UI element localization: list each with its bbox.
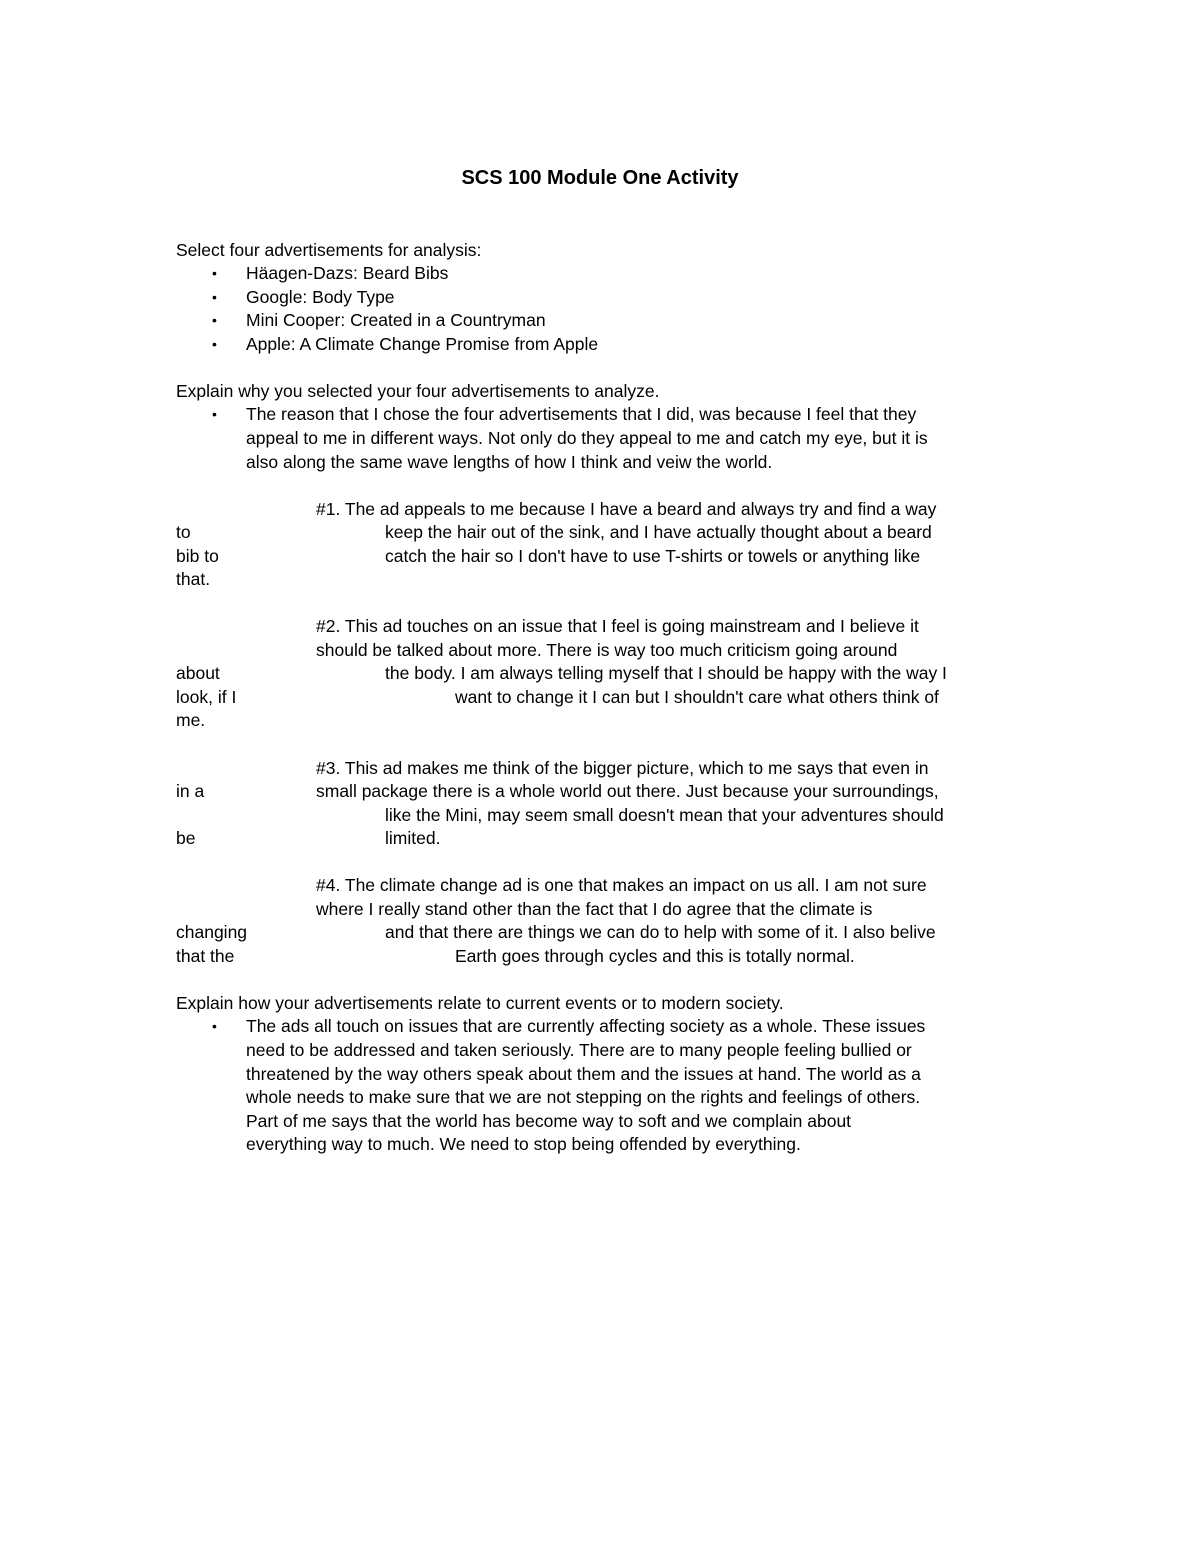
why-prompt: Explain why you selected your four advertisements to analyze. [176, 381, 660, 401]
ad3-label: #3 [316, 758, 336, 778]
relate-prompt: Explain how your advertisements relate to current events or to modern society. [176, 993, 784, 1013]
ad1-margin-word: that. [176, 569, 211, 589]
ad1-line: keep the hair out of the sink, and I have actually thought about a beard [385, 522, 932, 542]
ad2-margin-word: look, if I [176, 687, 237, 707]
ad2-line: want to change it I can but I shouldn't care what others think of [455, 687, 939, 707]
ad4-margin-word: that the [176, 946, 235, 966]
why-answer-line: appeal to me in different ways. Not only do they appeal to me and catch my eye, but it is [246, 428, 928, 448]
ad-list-item: Häagen-Dazs: Beard Bibs [246, 263, 449, 283]
ad-list-item: Google: Body Type [246, 287, 395, 307]
ad2-margin-word: about [176, 663, 220, 683]
ad-list-item: Mini Cooper: Created in a Countryman [246, 310, 546, 330]
bullet-icon: • [212, 312, 217, 328]
why-answer-line: also along the same wave lengths of how I think and veiw the world. [246, 452, 773, 472]
ad1-margin-word: to [176, 522, 191, 542]
ad3-line: small package there is a whole world out there. Just because your surroundings, [316, 781, 939, 801]
bullet-icon: • [212, 265, 217, 281]
relate-answer-line: need to be addressed and taken seriously. There are to many people feeling bullied or [246, 1040, 912, 1060]
ad2-first-line [316, 614, 919, 638]
ad1-margin-word: bib to [176, 546, 219, 566]
select-prompt: Select four advertisements for analysis: [176, 240, 482, 260]
ad3-first-line [316, 756, 929, 780]
ad4-text: . The climate change ad is one that makes an impact on us all. I am not sure [335, 875, 927, 895]
ad2-label: #2 [316, 616, 336, 636]
ad2-line: the body. I am always telling myself that I should be happy with the way I [385, 663, 947, 683]
page-title: SCS 100 Module One Activity [461, 167, 739, 189]
bullet-icon: • [212, 1018, 217, 1034]
ad4-line: Earth goes through cycles and this is totally normal. [455, 946, 855, 966]
ad2-margin-word: me. [176, 710, 206, 730]
bullet-icon: • [212, 289, 217, 305]
ad3-line: limited. [385, 828, 441, 848]
ad1-label: #1 [316, 499, 336, 519]
bullet-icon: • [212, 406, 217, 422]
relate-answer-line: The ads all touch on issues that are currently affecting society as a whole. These issues [246, 1016, 926, 1036]
ad2-text: . This ad touches on an issue that I feel is going mainstream and I believe it [335, 616, 919, 636]
ad1-first-line [316, 497, 936, 521]
ad3-text: . This ad makes me think of the bigger picture, which to me says that even in [335, 758, 929, 778]
ad-list-item: Apple: A Climate Change Promise from Apple [246, 334, 599, 354]
ad3-margin-word: in a [176, 781, 205, 801]
relate-answer-line: everything way to much. We need to stop being offended by everything. [246, 1134, 801, 1154]
relate-answer-line: whole needs to make sure that we are not stepping on the rights and feelings of others. [246, 1087, 921, 1107]
ad1-line: catch the hair so I don't have to use T-shirts or towels or anything like [385, 546, 921, 566]
ad4-line: where I really stand other than the fact that I do agree that the climate is [316, 899, 873, 919]
ad4-first-line [316, 873, 927, 897]
relate-answer-line: Part of me says that the world has become way to soft and we complain about [246, 1111, 852, 1131]
ad1-text: . The ad appeals to me because I have a beard and always try and find a way [335, 499, 937, 519]
relate-answer-line: threatened by the way others speak about them and the issues at hand. The world as a [246, 1064, 921, 1084]
ad3-margin-word: be [176, 828, 196, 848]
ad4-margin-word: changing [176, 922, 248, 942]
why-answer-line: The reason that I chose the four advertisements that I did, was because I feel that they [246, 404, 917, 424]
ad4-label: #4 [316, 875, 336, 895]
ad3-line: like the Mini, may seem small doesn't mean that your adventures should [385, 805, 944, 825]
ad2-line: should be talked about more. There is way too much criticism going around [316, 640, 898, 660]
ad4-line: and that there are things we can do to help with some of it. I also belive [385, 922, 936, 942]
bullet-icon: • [212, 336, 217, 352]
